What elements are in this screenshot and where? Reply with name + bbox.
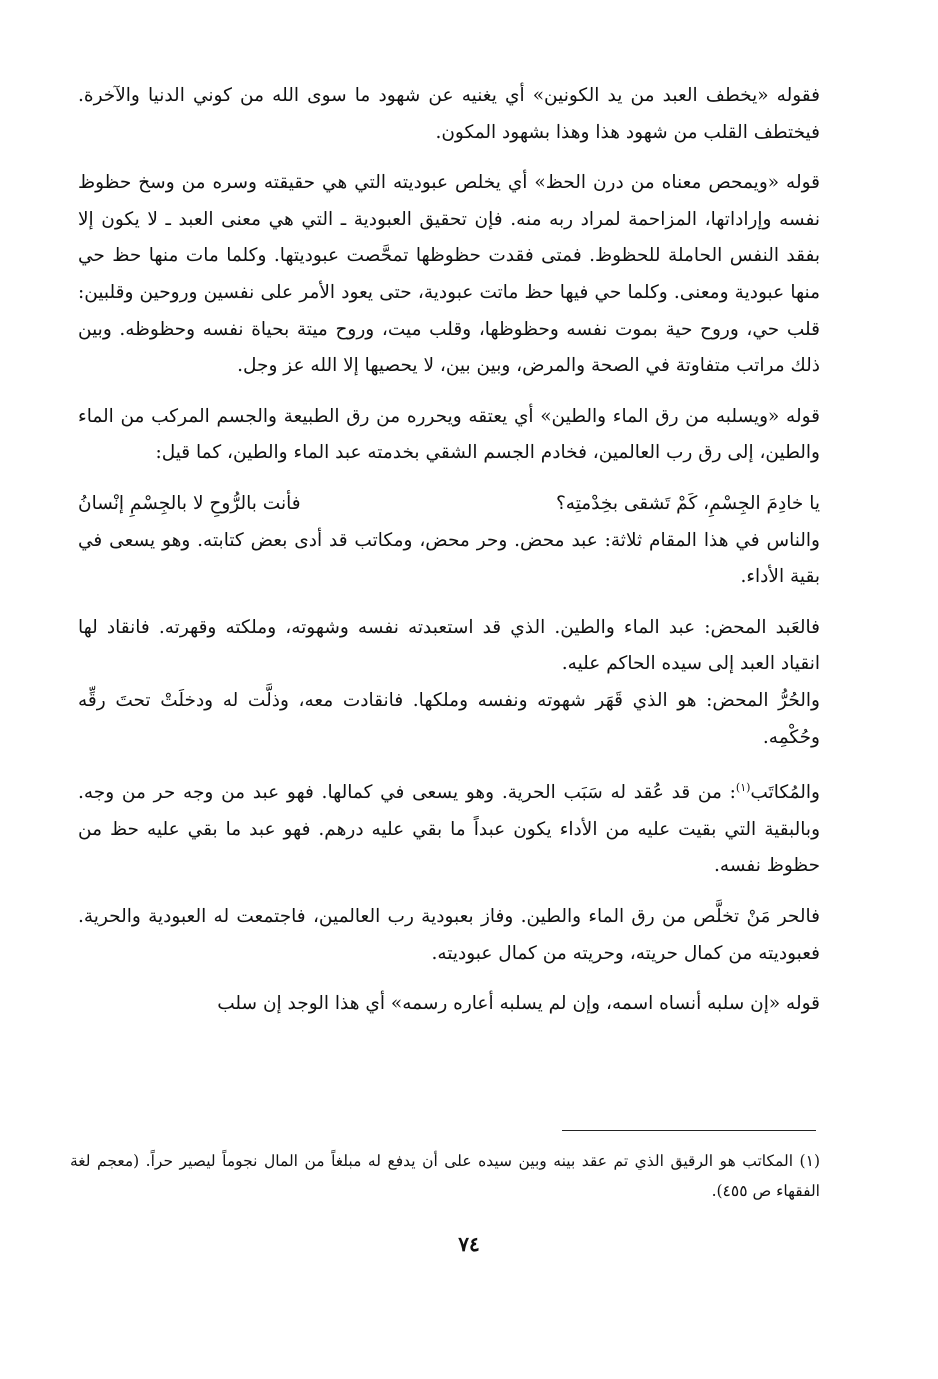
paragraph-after-verse: والناس في هذا المقام ثلاثة: عبد محض. وحر محض، ومكاتب قد أدى بعض كتابته. وهو يسعى في بقية الأداء. [78, 529, 820, 588]
poetry-verse [78, 486, 820, 523]
paragraph-2: قوله «ويمحص معناه من درن الحظ» أي يخلص عبوديته التي هي حقيقته وسره من وسخ حظوظ نفسه وإراداتها، المزاحمة لمراد ربه منه. فإن تحقيق العبودية ـ التي هي معنى العبد ـ لا يكون إلا بفقد النفس الحاملة للحظوظ. فمتى فقدت حظوظها تمحَّصت عبوديتها. وكلما مات منها حظ حي منها عبودية ومعنى. وكلما حي فيها حظ ماتت عبودية، حتى يعود الأمر على نفسين وروحين وقلبين: قلب حي، وروح حية بموت نفسه وحظوظها، وقلب ميت، وروح ميتة بحياة نفسه وحظوظه. وبين ذلك مراتب متفاوتة في الصحة والمرض، وبين بين، لا يحصيها إلا الله عز وجل. [78, 172, 820, 377]
footnote-1: (١) المكاتب هو الرقيق الذي تم عقد بينه وبين سيده على أن يدفع له مبلغاً من المال نجوماً ليصير حراً. (معجم لغة الفقهاء ص ٤٥٥). [70, 1152, 820, 1200]
mukatab-term: والمُكاتَب [750, 782, 820, 804]
paragraph-pure-free: والحُرُّ المحض: هو الذي قَهَر شهوته ونفسه وملكها. فانقادت معه، وذلَّت له ودخلَتْ تحتَ رقِّه وحُكْمِه. [78, 689, 820, 748]
paragraph-free: فالحر مَنْ تخلَّص من رق الماء والطين. وفاز بعبودية رب العالمين، فاجتمعت له العبودية والحرية. فعبوديته من كمال حريته، وحريته من كمال عبوديته. [78, 906, 820, 964]
mukatab-definition: : من قد عُقد له سَبَب الحرية. وهو يسعى في كمالها. فهو عبد من وجه حر من وجه. وبالبقية التي بقيت عليه من الأداء يكون عبداً ما بقي عليه درهم. فهو عبد ما بقي عليه حظ من حظوظ نفسه. [78, 782, 820, 877]
footnote-divider [562, 1130, 816, 1131]
paragraph-1: فقوله «يخطف العبد من يد الكونين» أي يغنيه عن شهود ما سوى الله من كوني الدنيا والآخرة. فيختطف القلب من شهود هذا وهذا بشهود المكون. [78, 85, 820, 143]
footnote-marker[interactable]: (١) [735, 781, 751, 795]
paragraph-last: قوله «إن سلبه أنساه اسمه، وإن لم يسلبه أعاره رسمه» أي هذا الوجد إن سلب [217, 993, 820, 1015]
main-text [78, 78, 820, 1023]
page-number: ٧٤ [458, 1232, 480, 1256]
footnotes [70, 1146, 820, 1206]
paragraph-3: قوله «ويسلبه من رق الماء والطين» أي يعتقه ويحرره من رق الطبيعة والجسم المركب من الماء والطين، إلى رق رب العالمين، فخادم الجسم الشقي بخدمته عبد الماء والطين، كما قيل: [78, 405, 820, 464]
verse-first-hemistich: يا خادِمَ الجِسْمِ، كَمْ تَشقى بخِدْمتِه؟ [555, 492, 820, 514]
paragraph-pure-slave: فالعَبد المحض: عبد الماء والطين. الذي قد استعبدته نفسه وشهوته، وملكته وقهرته. فانقاد لها انقياد العبد إلى سيده الحاكم عليه. [78, 616, 820, 675]
paragraph-mukatab [78, 770, 820, 885]
verse-second-hemistich: فأنت بالرُّوحِ لا بالجِسْمِ إنْسانُ [78, 492, 301, 514]
